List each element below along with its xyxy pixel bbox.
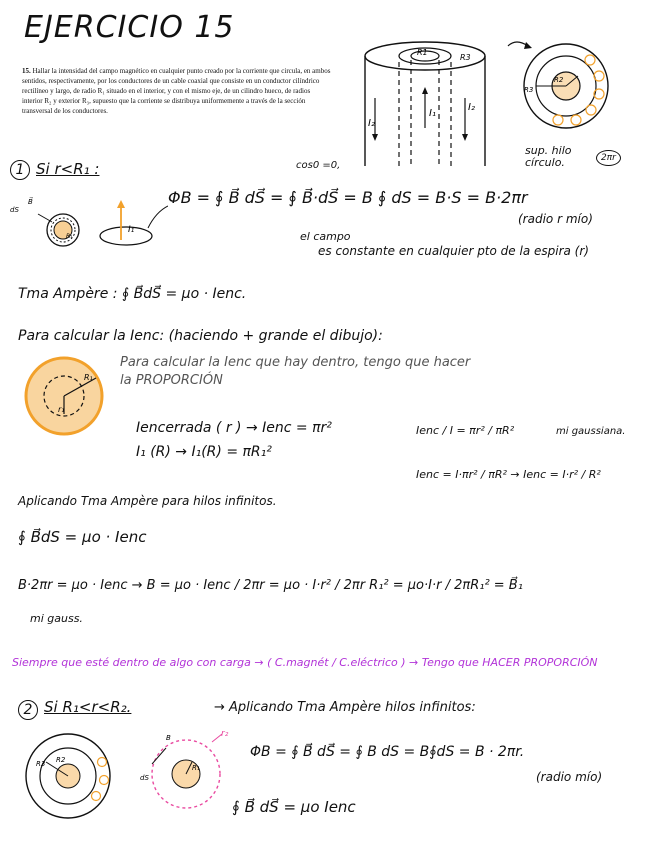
cos-note: cos0 =0,: [296, 160, 341, 171]
fig-label-i2b: I₂: [468, 102, 475, 113]
case1-number: 1: [10, 160, 30, 180]
case2-radio-note: (radio mío): [536, 770, 603, 784]
ampere-infinite-heading: Aplicando Tma Ampère para hilos infinitos.: [18, 494, 277, 508]
case1-campo-note: el campo: [300, 230, 351, 243]
case2-label-r3: R3: [36, 760, 46, 768]
case1-heading: Si r<R₁ :: [36, 160, 100, 178]
ienc-label-r1: R₁: [84, 373, 93, 382]
fig-label-i1: I₁: [429, 108, 436, 119]
case1-label-r1: R₁: [66, 233, 73, 240]
case1-sketch-i1: I₁: [128, 225, 135, 235]
ienc-circle-figure: [18, 352, 118, 442]
case2-flux-eq: ΦB = ∮ B⃗ dS⃗ = ∮ B dS = B∮dS = B · 2πr.: [250, 744, 525, 760]
case2-heading: Si R₁<r<R₂.: [44, 698, 132, 716]
ienc-heading: Para calcular la Ienc: (haciendo + grande el dibujo):: [18, 328, 383, 344]
problem-text: Hallar la intensidad del campo magnético en cualquier punto creado por la corriente que circula, en ambos sentidos, respectivamente, por los conductores de un cable coaxial que consiste en un conductor cilíndrico rectilíneo y largo, de radio R₁ situado en el interior, y con el mismo eje, de un cilindro hueco, de radios interior R₂ y exterior R₃, supuesto que la corriente se distribuya uniformemente a través de la sección transversal de los conductores.: [22, 67, 331, 115]
ampere-line: Tma Ampère : ∮ B⃗dS⃗ = μo · Ienc.: [18, 286, 247, 302]
case1-label-ds: dS: [10, 206, 19, 214]
case2-ampere-eq: ∮ B⃗ dS⃗ = μo Ienc: [232, 798, 356, 816]
fig-label-r3: R3: [460, 53, 471, 62]
case2-number: 2: [18, 700, 38, 720]
ienc-label-r: r₁: [58, 405, 65, 414]
ampere-infinite-eq1: ∮ B⃗dS = μo · Ienc: [18, 528, 147, 546]
ienc-note: Para calcular la Ienc que hay dentro, tengo que hacer la PROPORCIÓN: [120, 355, 471, 388]
page-title: EJERCICIO 15: [24, 10, 235, 45]
cross-section-figure: [506, 36, 632, 136]
sup-circle-note: 2πr: [596, 150, 621, 166]
case2-arrow-text: → Aplicando Tma Ampère hilos infinitos:: [214, 700, 476, 715]
case2-label-ds: dS: [140, 774, 149, 782]
problem-statement: [22, 66, 332, 116]
sup-note: sup. hilo círculo.: [525, 144, 572, 169]
case1-label-b: B⃗: [28, 198, 33, 206]
case2-label-b: B: [166, 734, 171, 742]
coaxial-cylinder-figure: [360, 38, 490, 178]
case2-sketch: [16, 722, 256, 832]
xs-label-r2: R2: [554, 76, 564, 84]
case1-flux-eq: ΦB = ∮ B⃗ dS⃗ = ∮ B⃗·dS⃗ = B ∮ dS = B·S = B·2πr: [168, 188, 528, 207]
problem-number: 15.: [22, 67, 31, 75]
ampere-infinite-eq2: B·2πr = μo · Ienc → B = μo · Ienc / 2πr = μo · I·r² / 2πr R₁² = μo·I·r / 2πR₁² = B⃗₁: [18, 578, 523, 593]
ienc-row1: Iencerrada ( r ) → Ienc = πr²: [136, 420, 332, 436]
case2-label-r1: R₁: [192, 764, 200, 772]
case1-constant-note: es constante en cualquier pto de la espira (r): [318, 244, 589, 258]
ienc-ratio: Ienc / I = πr² / πR²: [416, 424, 515, 437]
case1-sketch: [8, 188, 168, 258]
case1-radio-note: (radio r mío): [518, 212, 593, 226]
ienc-ratio-result: Ienc = I·πr² / πR² → Ienc = I·r² / R²: [416, 468, 601, 481]
case2-label-r2: R2: [56, 756, 66, 764]
xs-label-r3: R3: [524, 86, 534, 94]
fig-label-r1: R1: [417, 48, 428, 57]
case2-label-r2b: r₂: [221, 729, 229, 739]
fig-label-i2a: I₂: [368, 118, 375, 129]
ienc-row2: I₁ (R) → I₁(R) = πR₁²: [136, 444, 272, 460]
gauss-note: mi gaussiana.: [556, 426, 626, 437]
ampere-infinite-note: mi gauss.: [30, 612, 83, 625]
purple-note: Siempre que esté dentro de algo con carga → ( C.magnét / C.eléctrico ) → Tengo que HACER PROPORCIÓN: [12, 656, 598, 669]
